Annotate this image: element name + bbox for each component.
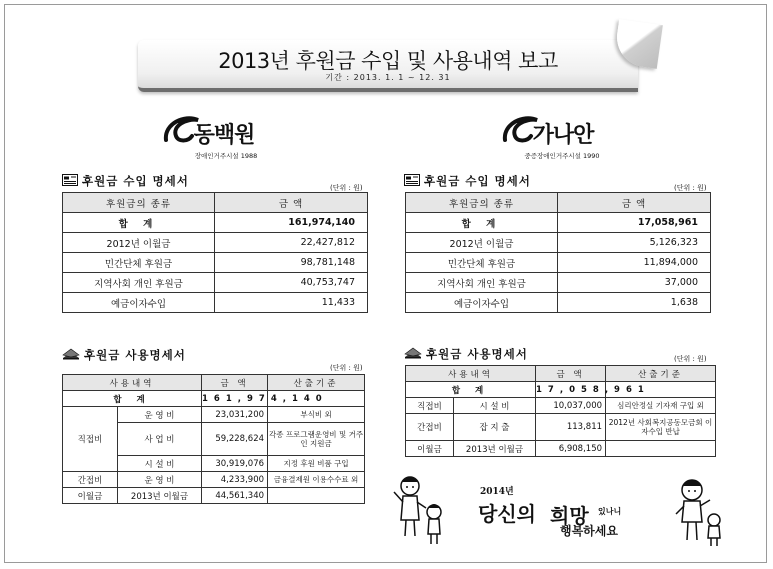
column-header: 사용내역 — [406, 366, 536, 382]
logo-subtitle: 중증장애인거주시설 1990 — [524, 152, 600, 160]
table-row: 합 계 17,058,961 — [406, 382, 716, 398]
unit-label: (단위 : 원) — [330, 364, 363, 372]
usage-table-left — [62, 374, 365, 504]
column-header: 사용내역 — [63, 375, 202, 391]
unit-label: (단위 : 원) — [674, 355, 707, 363]
income-table-right — [405, 192, 711, 313]
title-banner — [138, 40, 638, 92]
unit-label: (단위 : 원) — [330, 184, 363, 192]
swirl-logo-icon — [162, 112, 202, 146]
table-row: 직접비 운 영 비 23,031,200 부식비 외 — [63, 407, 365, 423]
table-row: 지역사회 개인 후원금 40,753,747 — [63, 273, 368, 293]
column-header: 금 액 — [215, 193, 368, 213]
table-row: 합 계 161,974,140 — [63, 391, 365, 407]
income-table-left — [62, 192, 368, 313]
column-header: 산출기준 — [606, 366, 716, 382]
table-row: 시 설 비 30,919,076 지정 후원 비품 구입 — [63, 456, 365, 472]
table-row: 예금이자수입 1,638 — [406, 293, 711, 313]
greeting-happy: 행복하세요 — [560, 524, 618, 538]
table-row: 민간단체 후원금 98,781,148 — [63, 253, 368, 273]
table-row: 합 계 17,058,961 — [406, 213, 711, 233]
books-icon — [62, 348, 80, 363]
report-period: 기간 : 2013. 1. 1 ~ 12. 31 — [325, 73, 451, 82]
greeting-year: 2014년 — [480, 487, 514, 497]
logo-dongbaekwon — [158, 112, 268, 162]
column-header: 후원금의 종류 — [63, 193, 215, 213]
column-header: 금 액 — [536, 366, 606, 382]
receipt-icon — [404, 174, 420, 189]
swirl-logo-icon — [501, 112, 541, 146]
table-row: 합 계 161,974,140 — [63, 213, 368, 233]
column-header: 금 액 — [558, 193, 711, 213]
greeting-you: 당신의 — [478, 502, 536, 526]
logo-ganaan — [497, 112, 607, 162]
logo-subtitle: 장애인거주시설 1988 — [194, 152, 258, 160]
table-row: 2012년 이월금 5,126,323 — [406, 233, 711, 253]
table-row: 2012년 이월금 22,427,812 — [63, 233, 368, 253]
table-row: 예금이자수입 11,433 — [63, 293, 368, 313]
table-row: 간접비 잡 지 출 113,811 2012년 사회복지공동모금회 이자수입 반납 — [406, 414, 716, 441]
income-title-right: 후원금 수입 명세서 — [404, 173, 531, 189]
books-icon — [404, 347, 422, 362]
column-header: 금 액 — [202, 375, 268, 391]
usage-title-left: 후원금 사용명세서 — [62, 347, 186, 363]
table-row: 사 업 비 59,228,624 각종 프로그램운영비 및 거주인 지원금 — [63, 423, 365, 456]
table-row: 지역사회 개인 후원금 37,000 — [406, 273, 711, 293]
logo-name: 가나안 — [532, 122, 594, 148]
table-row: 이월금 2013년 이월금 6,908,150 — [406, 441, 716, 457]
column-header: 산출기준 — [268, 375, 365, 391]
column-header: 후원금의 종류 — [406, 193, 558, 213]
income-title-left: 후원금 수입 명세서 — [62, 173, 189, 189]
greeting-hope: 희망 — [550, 504, 589, 528]
usage-title-right: 후원금 사용명세서 — [404, 346, 528, 362]
table-row: 민간단체 후원금 11,894,000 — [406, 253, 711, 273]
page-title: 2013년 후원금 수입 및 사용내역 보고 — [218, 49, 558, 73]
logo-name: 동백원 — [193, 122, 255, 148]
table-row: 직접비 시 설 비 10,037,000 심리안정실 기자재 구입 외 — [406, 398, 716, 414]
table-row: 간접비 운 영 비 4,233,900 금융결제원 이용수수료 외 — [63, 472, 365, 488]
unit-label: (단위 : 원) — [674, 184, 707, 192]
children-cartoon-icon — [672, 476, 726, 550]
table-row: 이월금 2013년 이월금 44,561,340 — [63, 488, 365, 504]
children-cartoon-icon — [392, 472, 452, 548]
receipt-icon — [62, 174, 78, 189]
usage-table-right — [405, 365, 716, 457]
greeting-have: 있나니 — [598, 506, 622, 516]
